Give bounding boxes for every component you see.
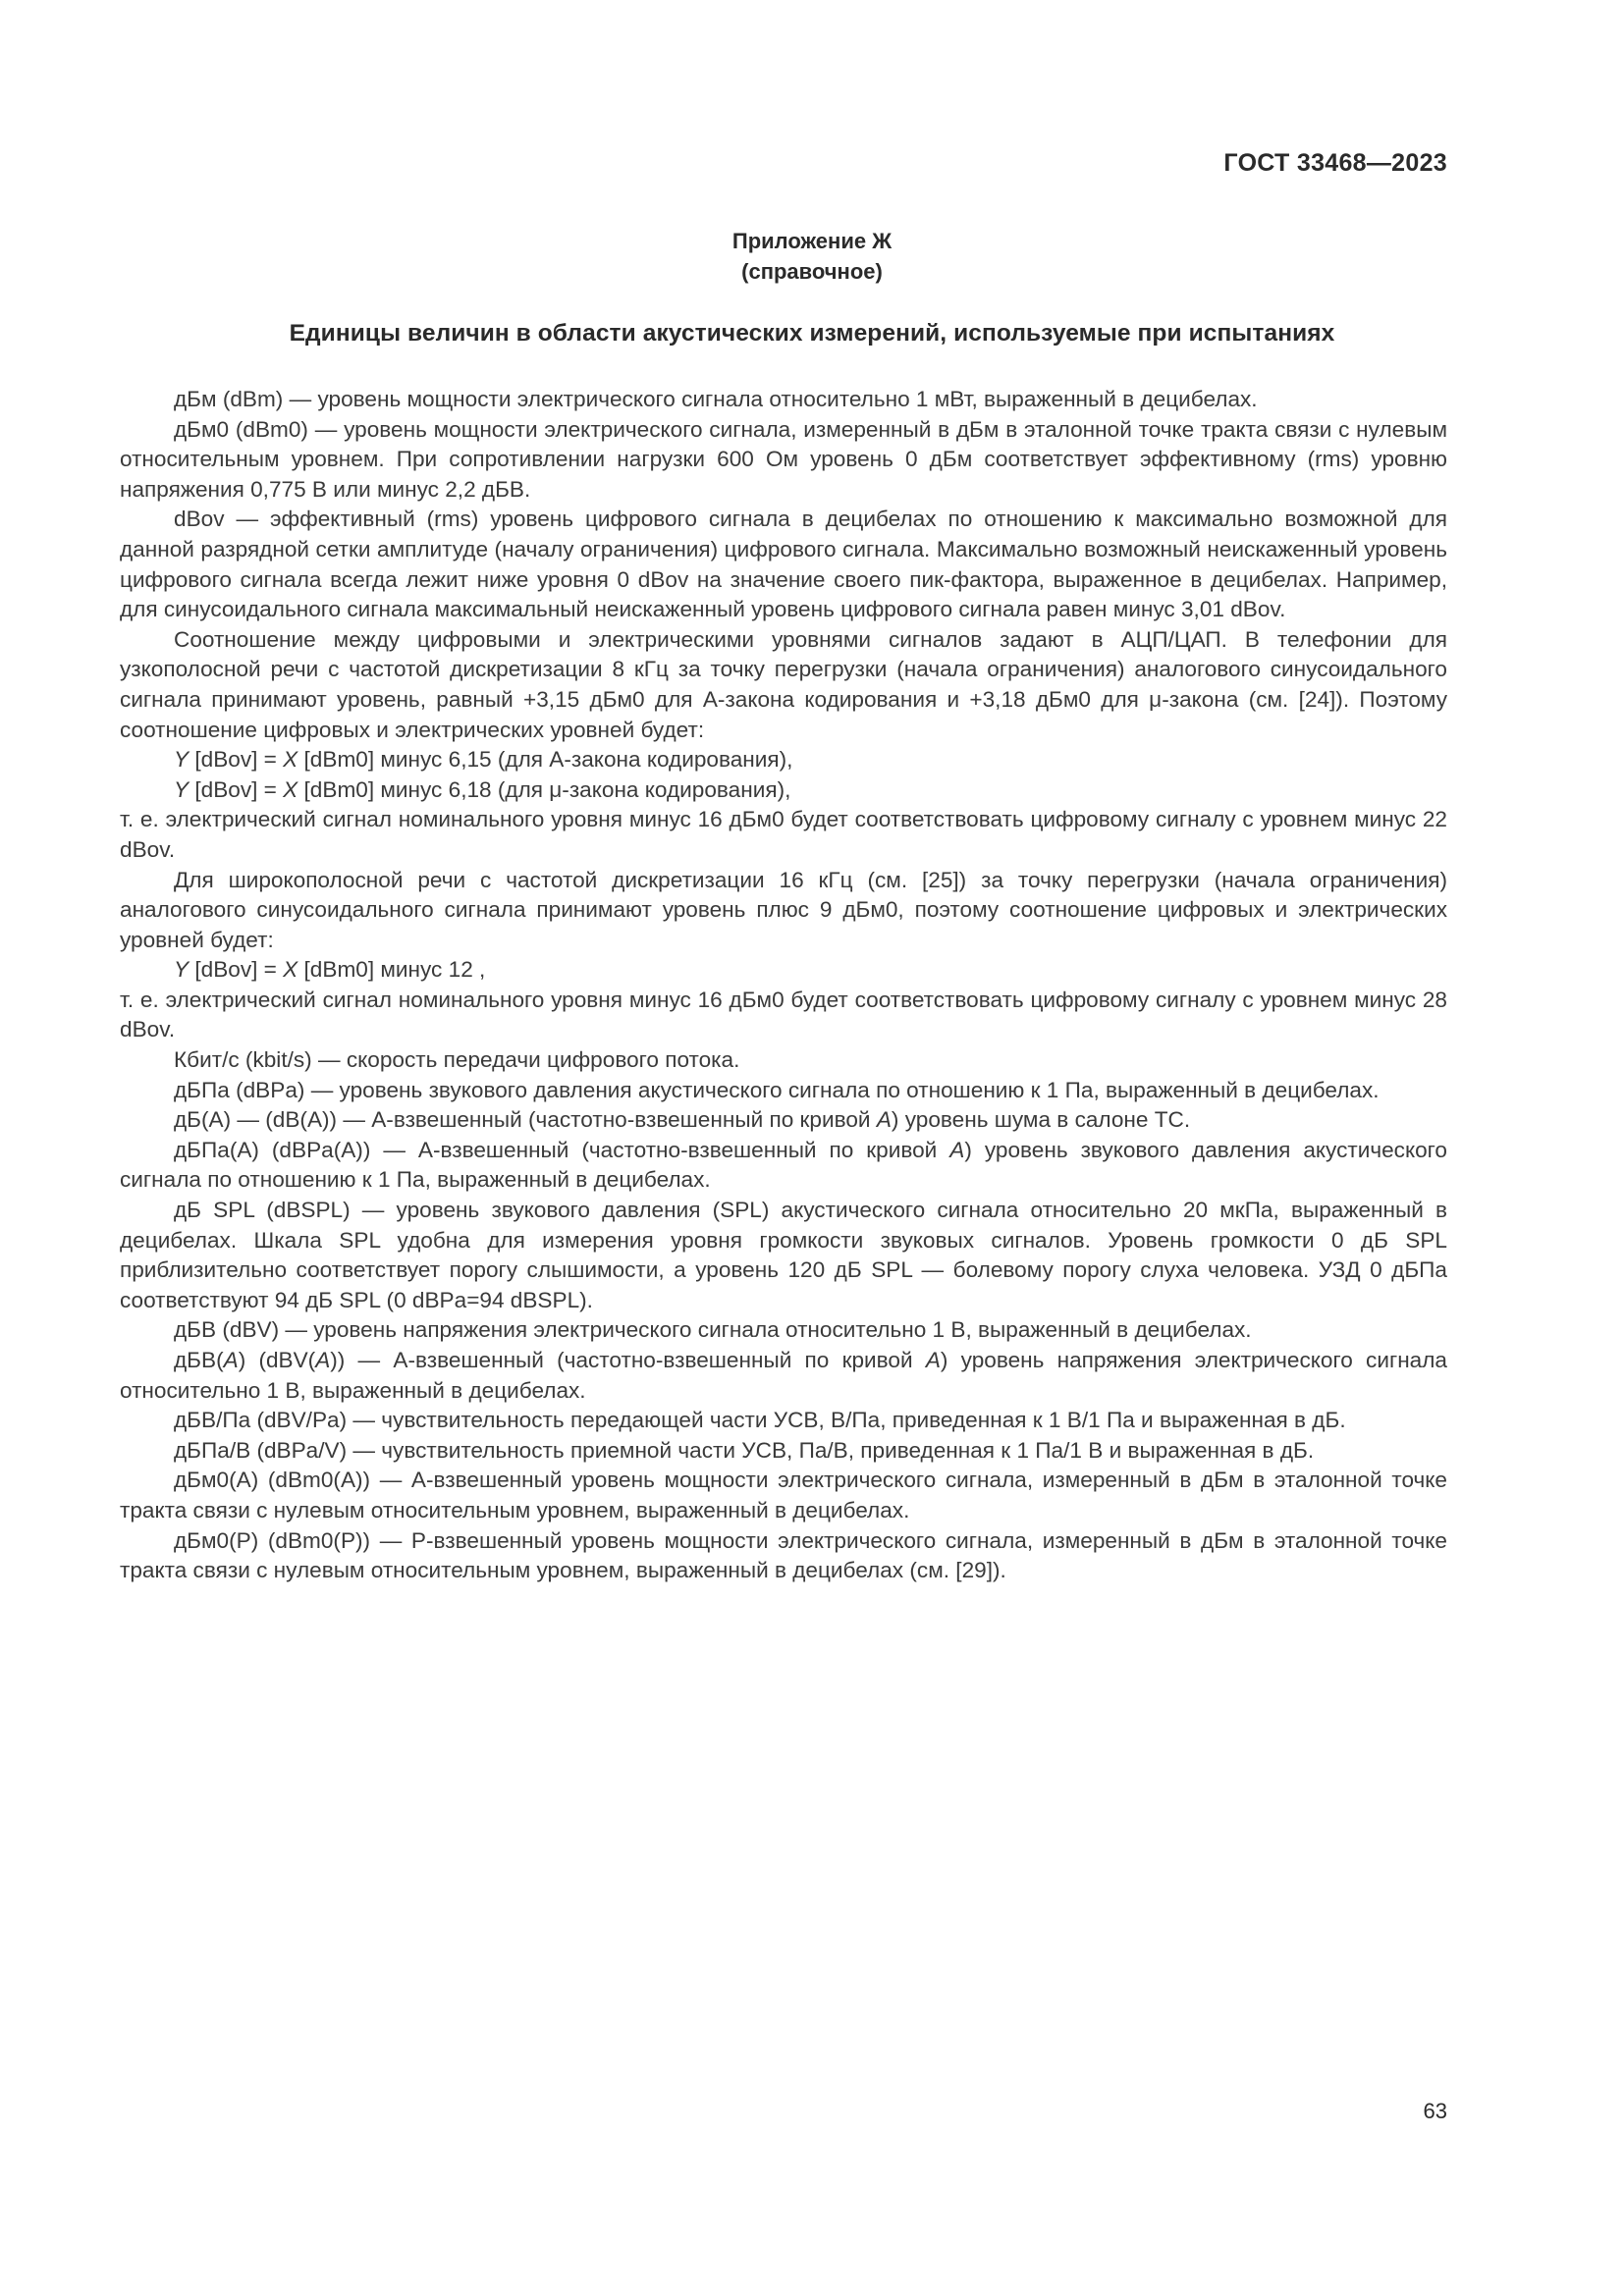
text-run: ) (dBV( <box>238 1348 316 1372</box>
italic-run: А <box>925 1348 941 1372</box>
formula-variable-x: X <box>283 776 298 802</box>
italic-run: A <box>315 1348 331 1372</box>
paragraph-digital-electrical-relation: Соотношение между цифровыми и электрическими уровнями сигналов задают в АЦП/ЦАП. В телефонии для узкополосной речи с частотой дискретизации 8 кГц за точку перегрузки (начала ограничения) аналогового синусоидального сигнала принимают уровень, равный +3,15 дБм0 для А-закона кодирования и +3,18 дБм0 для μ-закона (см. [24]). Поэтому соотношение цифровых и электрических уровней будет: <box>120 626 1447 742</box>
italic-run: А <box>949 1137 965 1162</box>
italic-run: А <box>223 1348 239 1372</box>
paragraph-dbpa-v: дБПа/В (dBPa/V) — чувствительность приемной части УСВ, Па/В, приведенная к 1 Па/1 В и выраженная в дБ. <box>174 1437 1315 1463</box>
formula-equals: [dBov] = <box>189 776 284 802</box>
paragraph-dbm: дБм (dBm) — уровень мощности электрического сигнала относительно 1 мВт, выраженный в децибелах. <box>174 387 1258 411</box>
text-run: ) уровень напряжения электрического сигнала относительно 1 В, выраженный в децибелах. <box>120 1348 1447 1403</box>
paragraph-dbv-a <box>120 1346 1447 1406</box>
section-title: Единицы величин в области акустических измерений, используемые при испытаниях <box>289 320 1335 347</box>
text-run: дБПа(А) (dBPa(A)) — А-взвешенный (частотно-взвешенный по кривой <box>174 1137 950 1162</box>
paragraph-dbm0-p: дБм0(Р) (dBm0(P)) — Р-взвешенный уровень мощности электрического сигнала, измеренный в дБм в эталонной точке тракта связи с нулевым относительным уровнем, выраженный в децибелах (см. [29]). <box>120 1527 1447 1583</box>
formula-equals: [dBov] = <box>189 747 284 773</box>
formula-variable-x: X <box>283 957 298 983</box>
paragraph-dba <box>120 1105 1447 1136</box>
formula-variable-y: Y <box>174 776 189 802</box>
formula-rest: [dBm0] минус 12 , <box>298 957 486 983</box>
paragraph-dbpa-a <box>120 1136 1447 1196</box>
text-run: )) — А-взвешенный (частотно-взвешенный по кривой <box>330 1348 926 1372</box>
text-run: ) уровень шума в салоне ТС. <box>891 1107 1191 1133</box>
text-run: ) уровень звукового давления акустического сигнала по отношению к 1 Па, выраженный в децибелах. <box>120 1137 1447 1193</box>
formula-variable-y: Y <box>174 747 189 773</box>
paragraph-dbm0: дБм0 (dBm0) — уровень мощности электрического сигнала, измеренный в дБм в эталонной точке тракта связи с нулевым относительным уровнем. При сопротивлении нагрузки 600 Ом уровень 0 дБм соответствует эффективному (rms) уровню напряжения 0,775 В или минус 2,2 дБВ. <box>120 416 1447 502</box>
formula-wideband <box>120 955 1447 986</box>
appendix-title: Приложение Ж <box>731 229 893 253</box>
appendix-heading <box>0 226 1624 287</box>
body-text <box>120 385 1447 1586</box>
paragraph-dbm0-a: дБм0(А) (dBm0(A)) — А-взвешенный уровень мощности электрического сигнала, измеренный в дБм в эталонной точке тракта связи с нулевым относительным уровнем, выраженный в децибелах. <box>120 1468 1447 1522</box>
page-number: 63 <box>1423 2099 1447 2123</box>
formula-equals: [dBov] = <box>189 957 284 983</box>
paragraph-wideband-example: т. е. электрический сигнал номинального уровня минус 16 дБм0 будет соответствовать цифровому сигналу с уровнем минус 28 dBov. <box>120 987 1447 1042</box>
formula-variable-y: Y <box>174 957 189 983</box>
paragraph-dbpa: дБПа (dBPa) — уровень звукового давления акустического сигнала по отношению к 1 Па, выраженный в децибелах. <box>174 1077 1380 1102</box>
formula-variable-x: X <box>283 747 298 773</box>
italic-run: А <box>876 1107 892 1133</box>
paragraph-dbov: dBov — эффективный (rms) уровень цифрового сигнала в децибелах по отношению к максимально возможной для данной разрядной сетки амплитуде (началу ограничения) цифрового сигнала. Максимально возможный неискаженный уровень цифрового сигнала всегда лежит ниже уровня 0 dBov на значение своего пик-фактора, выраженное в децибелах. Например, для синусоидального сигнала максимальный неискаженный уровень цифрового сигнала равен минус 3,01 dBov. <box>120 507 1447 622</box>
text-run: дБ(А) — (dB(A)) — А-взвешенный (частотно-взвешенный по кривой <box>174 1107 877 1133</box>
paragraph-dbv-pa: дБВ/Па (dBV/Pa) — чувствительность передающей части УСВ, В/Па, приведенная к 1 В/1 Па и выраженная в дБ. <box>174 1408 1346 1433</box>
formula-mu-law <box>120 775 1447 806</box>
formula-rest: [dBm0] минус 6,18 (для μ-закона кодирования), <box>298 776 791 802</box>
paragraph-dbv: дБВ (dBV) — уровень напряжения электрического сигнала относительно 1 В, выраженный в децибелах. <box>174 1317 1252 1343</box>
paragraph-narrowband-example: т. е. электрический сигнал номинального уровня минус 16 дБм0 будет соответствовать цифровому сигналу с уровнем минус 22 dBov. <box>120 807 1447 862</box>
formula-a-law <box>120 745 1447 775</box>
text-run: дБВ( <box>174 1348 224 1372</box>
appendix-status: (справочное) <box>741 259 883 284</box>
document-code: ГОСТ 33468—2023 <box>1223 149 1447 177</box>
paragraph-wideband: Для широкополосной речи с частотой дискретизации 16 кГц (см. [25]) за точку перегрузки (начала ограничения) аналогового синусоидального сигнала принимают уровень плюс 9 дБм0, поэтому соотношение цифровых и электрических уровней будет: <box>120 867 1447 952</box>
paragraph-dbspl: дБ SPL (dBSPL) — уровень звукового давления (SPL) акустического сигнала относительно 20 мкПа, выраженный в децибелах. Шкала SPL удобна для измерения уровня громкости звуковых сигналов. Уровень громкости 0 дБ SPL приблизительно соответствует порогу слышимости, а уровень 120 дБ SPL — болевому порогу слуха человека. УЗД 0 дБПа соответствуют 94 дБ SPL (0 dBPa=94 dBSPL). <box>120 1198 1447 1312</box>
paragraph-kbit: Кбит/с (kbit/s) — скорость передачи цифрового потока. <box>174 1047 740 1073</box>
formula-rest: [dBm0] минус 6,15 (для А-закона кодирования), <box>298 747 793 773</box>
